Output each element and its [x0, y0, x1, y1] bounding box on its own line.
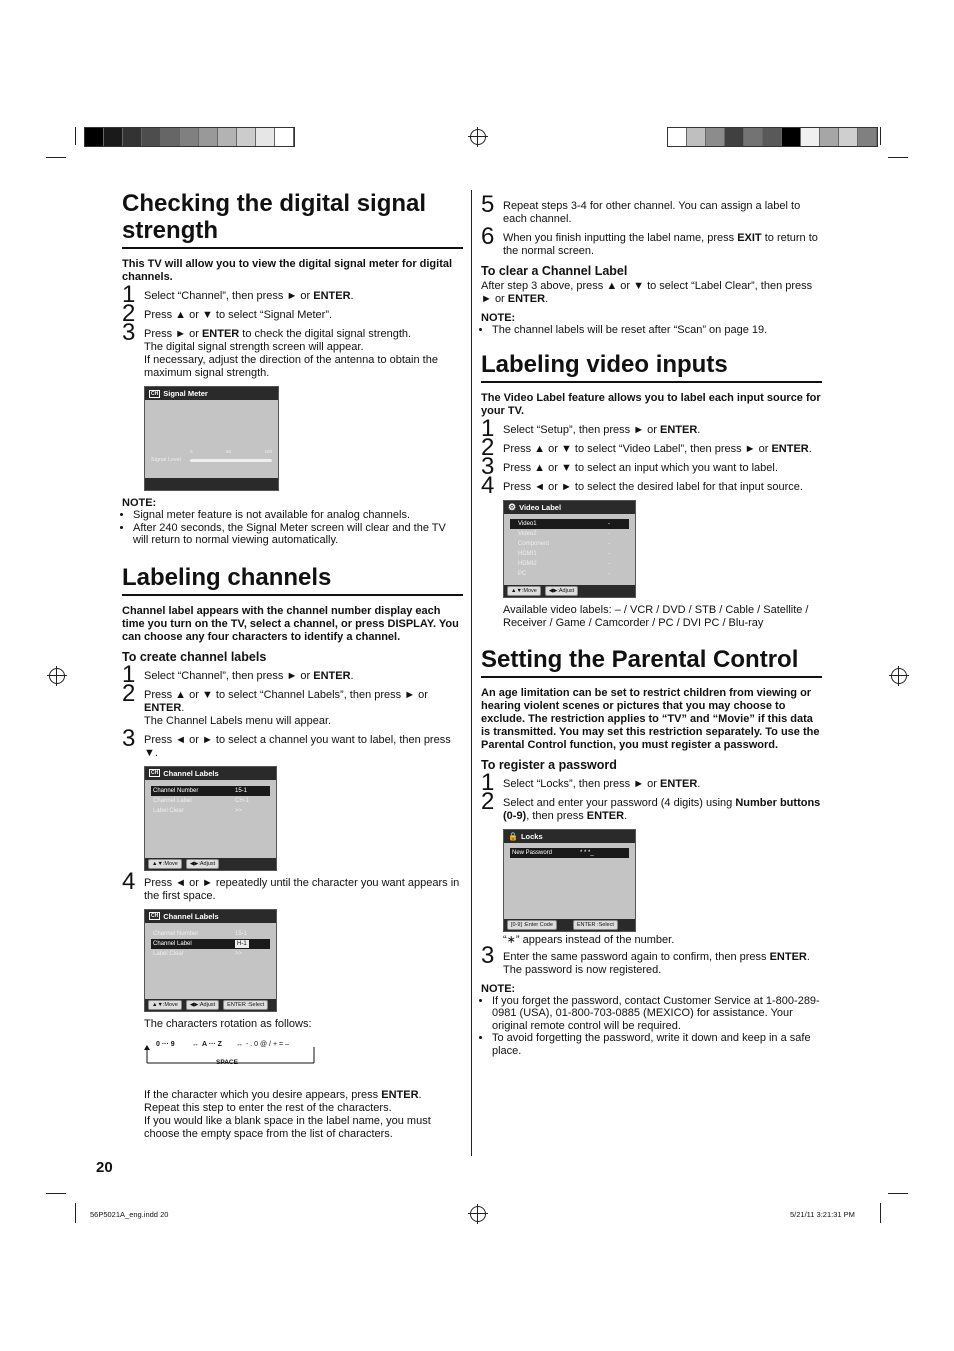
move-hint: ▲▼:Move [148, 859, 182, 869]
registration-mark-icon [891, 668, 907, 684]
signal-step-3: 3 Press ► or ENTER to check the digital signal strength. The digital signal strength screen will appear. If necessary, adjust the direction of the antenna to obtain the maximum signal strength. [122, 319, 438, 379]
parental-step-2: 2 Select and enter your password (4 digits) using Number buttons (0-9), then press ENTER. [481, 787, 821, 822]
channel-labels-screen-2 [144, 909, 277, 1012]
video-step-4: 4 Press ◄ or ► to select the desired label for that input source. [481, 471, 803, 499]
signal-meter-screen [144, 386, 279, 491]
color-calibration-bar-left [84, 127, 295, 147]
note-heading: NOTE: [122, 497, 157, 509]
video-step-2: 2 Press ▲ or ▼ to select “Video Label”, then press ► or ENTER. [481, 433, 812, 461]
page-number: 20 [96, 1159, 113, 1176]
note-item: • Signal meter feature is not available for analog channels. [133, 509, 463, 522]
color-calibration-bar-right [667, 127, 878, 147]
signal-level-bar [190, 459, 272, 462]
section-title-signal: Checking the digital signal strength [122, 190, 463, 249]
video-step-1: 1 Select “Setup”, then press ► or ENTER. [481, 414, 701, 442]
move-hint: ▲▼:Move [148, 1000, 182, 1010]
channel-labels-screen-1 [144, 766, 277, 871]
crop-mark [75, 127, 76, 145]
label-step-4: 4 Press ◄ or ► repeatedly until the character you want appears in the first space. [122, 867, 460, 902]
note-item: • The channel labels will be reset after “Scan” on page 19. [492, 324, 822, 337]
screen-title: Locks [520, 831, 543, 841]
adjust-hint: ◀▶:Adjust [186, 1000, 219, 1010]
registration-mark-icon [470, 1206, 486, 1222]
arrow-icon: ↔ [236, 1040, 243, 1048]
screen-title: Signal Meter [163, 389, 208, 398]
asterisk-note: “∗” appears instead of the number. [503, 933, 675, 946]
parental-intro: An age limitation can be set to restrict children from viewing or hearing violent scenes or pictures that you may choose to exclude. The restriction applies to “TV” and “Movie” if this data is transmitted. You may set this restriction separately. To use the Parental Control function, you must register a password. [481, 686, 820, 751]
enter-code-hint: [0-9] :Enter Code [507, 920, 557, 930]
footer-filename: 56P5021A_eng.indd 20 [90, 1210, 169, 1219]
subhead-register-password: To register a password [481, 757, 617, 772]
note-item: • If you forget the password, contact Customer Service at 1-800-289-0981 (USA), 01-800-703-0885 (MEXICO) for assistance. Your original remote control will be required. [492, 995, 822, 1033]
screen-title: Video Label [519, 502, 562, 512]
crop-mark [46, 157, 66, 158]
label-step-3: 3 Press ◄ or ► to select a channel you want to label, then press ▼. [122, 724, 451, 759]
note-item: • After 240 seconds, the Signal Meter screen will clear and the TV will return to normal viewing automatically. [133, 522, 463, 547]
registration-mark-icon [470, 129, 486, 145]
signal-step-2: 2 Press ▲ or ▼ to select “Signal Meter”. [122, 300, 333, 327]
screen-title: Channel Labels [163, 911, 219, 921]
crop-mark [888, 157, 908, 158]
signal-step-1: 1 Select “Channel”, then press ► or ENTER. [122, 281, 354, 308]
character-rotation-diagram [144, 1039, 463, 1081]
signal-level-label: Signal Level [151, 457, 181, 463]
parental-step-3: 3 Enter the same password again to confirm, then press ENTER. The password is now registered. [481, 941, 810, 976]
menu-row: Video2 - [518, 530, 610, 537]
rotation-digits: 0 ··· 9 [156, 1040, 175, 1048]
menu-row: HDMI1 - [518, 550, 610, 557]
menu-row: Video1 - [510, 519, 629, 529]
section-title-video: Labeling video inputs [481, 351, 822, 383]
screen-title: Channel Labels [163, 768, 219, 778]
note-item: • To avoid forgetting the password, write it down and keep in a safe place. [492, 1032, 822, 1057]
left-column [122, 190, 463, 1141]
locks-screen [503, 829, 636, 932]
footer-date: 5/21/11 3:21:31 PM [790, 1210, 855, 1219]
label-step-6: 6 When you finish inputting the label name, press EXIT to return to the normal screen. [481, 223, 818, 257]
video-label-screen [503, 500, 636, 598]
label-step-2: 2 Press ▲ or ▼ to select “Channel Labels”, then press ► or ENTER. The Channel Labels menu will appear. [122, 679, 428, 727]
label-step-1: 1 Select “Channel”, then press ► or ENTER. [122, 660, 354, 688]
right-column [481, 191, 822, 1057]
rotation-intro: The characters rotation as follows: [144, 1017, 312, 1030]
menu-row: Label Clear >> [153, 950, 243, 957]
adjust-hint: ◀▶:Adjust [545, 586, 578, 596]
crop-mark [46, 1193, 66, 1194]
subhead-create-labels: To create channel labels [122, 649, 267, 664]
menu-row: PC - [518, 570, 610, 577]
menu-row: Label Clear >> [153, 807, 243, 814]
signal-notes [122, 509, 463, 547]
move-hint: ▲▼:Move [507, 586, 541, 596]
menu-row: Channel Number 15-1 [151, 786, 270, 796]
clear-notes [481, 324, 822, 337]
channel-icon: CH [151, 913, 159, 919]
select-hint: ENTER :Select [223, 1000, 268, 1010]
signal-ticks: 0 50 100 [190, 449, 272, 454]
menu-row: Component - [518, 540, 610, 547]
note-heading: NOTE: [481, 982, 516, 995]
gear-icon: ⚙ [508, 501, 517, 512]
rotation-symbols: - . 0 @ / + = – [246, 1040, 289, 1048]
channel-icon: CH [151, 390, 159, 397]
video-step-3: 3 Press ▲ or ▼ to select an input which you want to label. [481, 452, 778, 480]
clear-label-text: After step 3 above, press ▲ or ▼ to select “Label Clear”, then press ► or ENTER. [481, 280, 813, 305]
rotation-space: SPACE [216, 1058, 238, 1066]
crop-mark [888, 1193, 908, 1194]
crop-mark [75, 1203, 76, 1223]
note-heading: NOTE: [481, 312, 516, 324]
section-title-parental: Setting the Parental Control [481, 646, 822, 678]
available-video-labels: Available video labels: – / VCR / DVD / STB / Cable / Satellite / Receiver / Game / Camcorder / PC / DVI PC / Blu-ray [503, 603, 809, 629]
arrow-icon: ↔ [192, 1040, 199, 1048]
subhead-clear-label: To clear a Channel Label [481, 264, 628, 278]
labeling-outro: If the character which you desire appears, press ENTER. Repeat this step to enter the rest of the characters. If you would like a blank space in the label name, you must choose the empty space from the list of characters. [144, 1088, 431, 1140]
lock-icon: 🔒 [508, 831, 518, 841]
menu-row: Channel Number 15-1 [153, 930, 248, 937]
channel-icon: CH [151, 770, 159, 776]
section-title-labeling: Labeling channels [122, 564, 463, 596]
select-hint: ENTER :Select [573, 920, 618, 930]
rotation-letters: A ··· Z [202, 1040, 222, 1048]
signal-intro: This TV will allow you to view the digital signal meter for digital channels. [122, 258, 453, 283]
labeling-intro: Channel label appears with the channel number display each time you turn on the TV, select a channel, or press DISPLAY. You can choose any four characters to identify a channel. [122, 604, 459, 643]
menu-row: HDMI2 - [518, 560, 610, 567]
adjust-hint: ◀▶:Adjust [186, 859, 219, 869]
menu-row: New Password * * *_ [510, 848, 629, 858]
parental-notes [481, 995, 822, 1058]
registration-mark-icon [49, 668, 65, 684]
label-step-5: 5 Repeat steps 3-4 for other channel. You can assign a label to each channel. [481, 191, 801, 225]
crop-mark [880, 1203, 881, 1223]
column-divider [471, 190, 472, 1156]
crop-mark [880, 127, 881, 145]
menu-row: Channel Label CH-1 [153, 797, 250, 804]
parental-step-1: 1 Select “Locks”, then press ► or ENTER. [481, 768, 701, 796]
menu-row: Channel Label H-1 [151, 939, 270, 949]
video-intro: The Video Label feature allows you to label each input source for your TV. [481, 391, 821, 417]
